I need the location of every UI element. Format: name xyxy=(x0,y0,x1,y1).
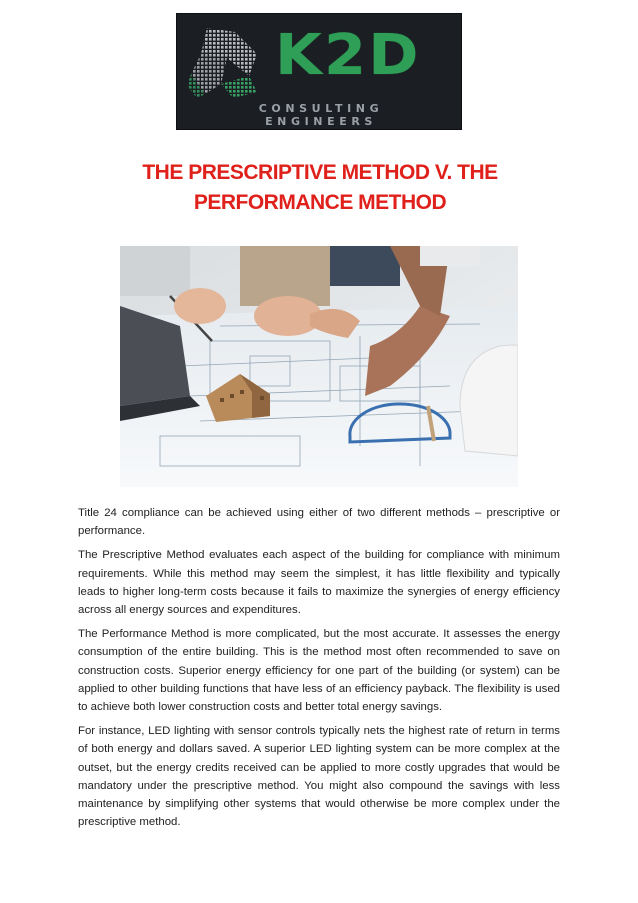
page-title xyxy=(60,158,580,218)
blueprint-planning-photo xyxy=(120,246,518,487)
paragraph-1: Title 24 compliance can be achieved using either of two different methods – prescriptive or performance. xyxy=(78,507,560,538)
title-line-1: THE PRESCRIPTIVE METHOD V. THE xyxy=(142,161,498,184)
paragraph-3: The Performance Method is more complicated, but the most accurate. It assesses the energy consumption of the entire building. This is the method most often recommended to save on construction costs. Superior energy efficiency for one part of the building (or system) can be applied to other building functions that have less of an efficiency payback. The flexibility is used to achieve both lower construction costs and better total energy savings. xyxy=(78,628,560,714)
photo-illustration-icon xyxy=(120,246,518,487)
article-body xyxy=(78,504,560,837)
company-logo xyxy=(176,13,462,130)
logo-wordmark: K2D xyxy=(275,23,421,88)
logo-tagline: CONSULTING ENGINEERS xyxy=(258,102,384,128)
title-line-2: PERFORMANCE METHOD xyxy=(193,191,447,214)
paragraph-4: For instance, LED lighting with sensor controls typically nets the highest rate of return in terms of both energy and dollars saved. A superior LED lighting system can be more complex at the outset, but the energy credits received can be applied to more costly upgrades that would be mandatory under the prescriptive method. You might also compound the savings with less maintenance by simplifying other systems that would otherwise be more complex under the prescriptive method. xyxy=(78,725,560,829)
paragraph-2: The Prescriptive Method evaluates each aspect of the building for compliance with minimum requirements. While this method may seem the simplest, it has little flexibility and typically leads to higher long-term costs because it fails to maximize the synergies of energy efficiency across all energy sources and expenditures. xyxy=(78,549,560,617)
